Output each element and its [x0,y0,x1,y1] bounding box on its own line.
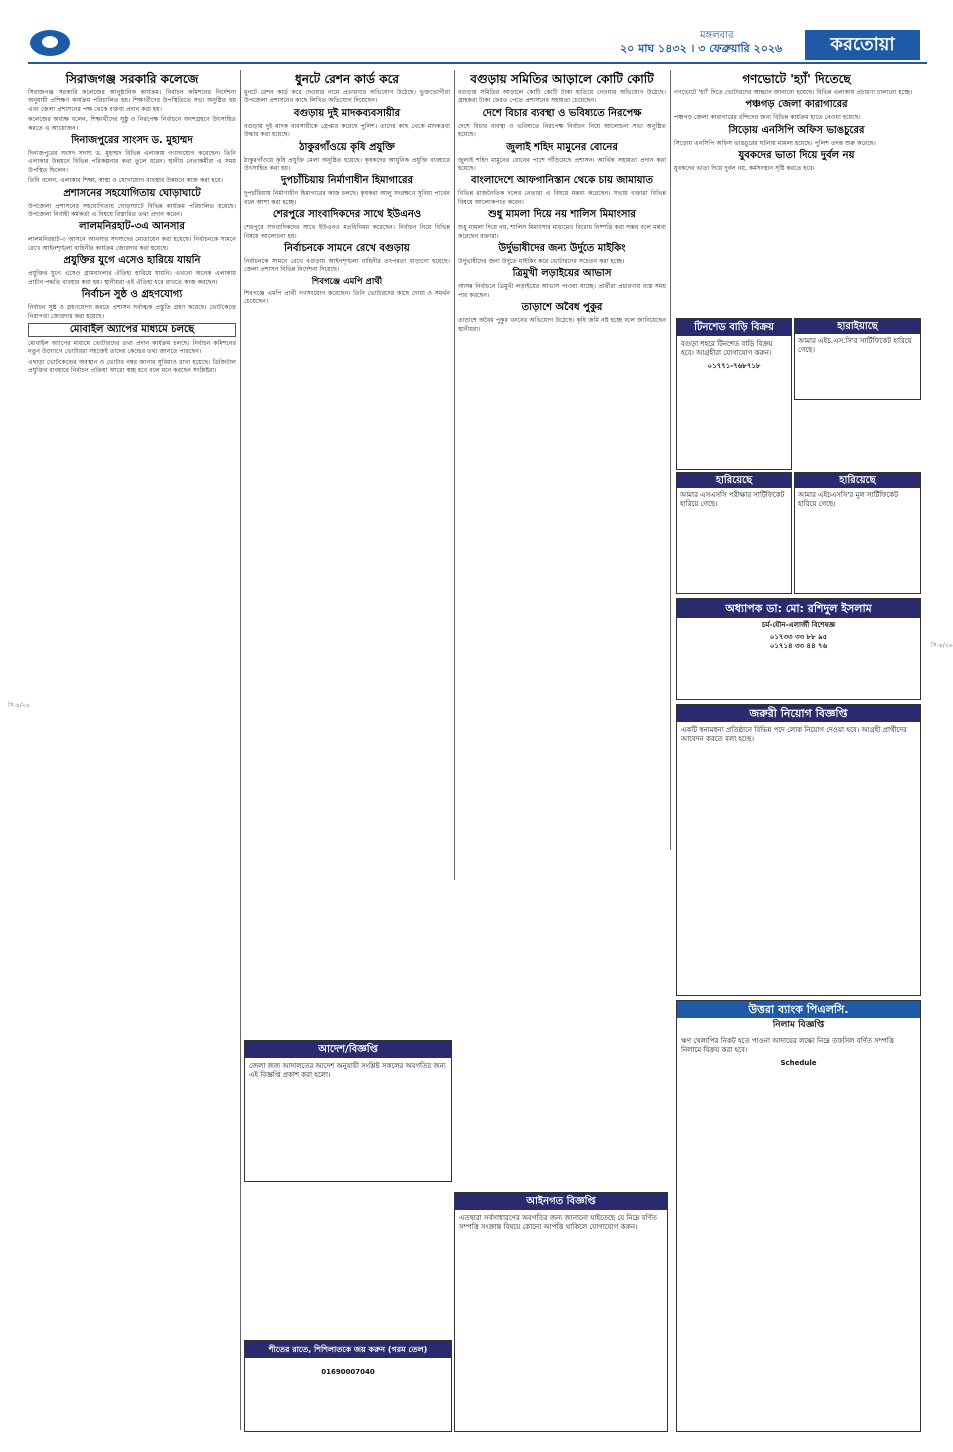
masthead-date: ২০ মাঘ ১৪৩২ । ৩ ফেব্রুয়ারি ২০২৬ [620,42,783,55]
headline: ত্রিমুখী লড়াইয়ের আভাস [512,268,612,280]
article-body: সিড়োয় এনসিপি অফিস ভাঙচুরের ঘটনায় মামলা হয়েছে। পুলিশ তদন্ত শুরু করেছে। [674,139,876,147]
headline: উর্দুভাষীদের জন্য উর্দুতে মাইকিং [498,243,626,255]
lost-ad-2-title: হারিয়েছে [677,473,791,488]
article-body: আসন্ন নির্বাচনে ত্রিমুখী লড়াইয়ের আভাস পাওয়া যাচ্ছে। প্রার্থীরা প্রচারণায় ব্যস্ত সময় পার করছেন। [458,283,666,299]
lost-ad-3-title: হারিয়েছে [795,473,920,488]
article-body: লালমনিরহাট-৩ আসনে আনসার সদস্যদের মোতায়েন করা হয়েছে। নির্বাচনকে সামনে রেখে আইনশৃঙ্খলা বাহিনীর কার্যক্রম জোরদার করা হয়েছে। [28,236,236,252]
headline: লালমনিরহাট-৩এ আনসার [79,221,185,233]
column-divider [240,70,241,1430]
headline: বগুড়ায় সমিতির আড়ালে কোটি কোটি [470,72,654,86]
headline: সিড়োয় এনসিপি অফিস ভাঙচুরের [728,124,865,136]
headline: শিবগঞ্জে এমপি প্রার্থী [311,276,383,287]
bank-ad-sub: নিলাম বিজ্ঞপ্তি [772,1020,825,1030]
article-body: নির্বাচন সুষ্ঠ ও গ্রহণযোগ্য করতে প্রশাসন সর্বাত্মক প্রস্তুতি গ্রহণ করেছে। ভোটকেন্দ্রে নিরাপত্তা জোরদার করা হয়েছে। [28,304,236,320]
article-body: বগুড়ায় সমিতির আড়ালে কোটি কোটি টাকা হাতিয়ে নেওয়ার অভিযোগ উঠেছে। গ্রাহকরা টাকা ফেরত পেতে প্রশাসনের সহায়তা চেয়েছেন। [458,89,666,105]
article-body: ধুনটে রেশন কার্ড করে দেওয়ার নামে প্রতারণার অভিযোগ উঠেছে। ভুক্তভোগীরা উপজেলা প্রশাসনের কাছে লিখিত অভিযোগ দিয়েছেন। [244,89,450,105]
tissue-ad-title: শীতের রাতে, শিশিলাতকে জয় করুন (গরম তেল) [245,1341,451,1358]
side-code-right: সি-৪/২৬ [931,642,953,649]
headline: সিরাজগঞ্জ সরকারি কলেজে [65,72,199,86]
article-body: কলেজের অধ্যক্ষ বলেন, শিক্ষার্থীদের সুষ্ঠু ও নিরপেক্ষ নির্বাচনে অংশগ্রহণে উৎসাহিত করতে এ আয়োজন। [28,116,236,132]
lost-ad-2 [676,472,792,594]
lost-ad-3 [794,472,921,594]
headline: বগুড়ায় দুই মাদকব্যবসায়ীর [293,107,401,119]
headline: পঞ্চগড় জেলা কারাগারের [745,99,848,111]
article-body: দেশে বিচার ব্যবস্থা ও ভবিষ্যতে নিরপেক্ষ নির্বাচন নিয়ে আলোচনা সভা অনুষ্ঠিত হয়েছে। [458,122,666,139]
court-ad-title: আদেশ/বিজ্ঞপ্তি [245,1041,451,1058]
article-body: নির্বাচনকে সামনে রেখে বগুড়ায় আইনশৃঙ্খলা বাহিনীর তৎপরতা বাড়ানো হয়েছে। জেলা প্রশাসন বিভিন্ন নির্দেশনা দিয়েছে। [244,258,450,274]
article-body: শুধু মামলা দিয়ে নয়, শালিস মিমাংসার মাধ্যমেও বিরোধ নিষ্পত্তি করা সম্ভব বলে মন্তব্য করেছেন বক্তারা। [458,224,666,240]
masthead-rule [28,62,927,64]
article-body: শেরপুরে সাংবাদিকদের সাথে ইউএনও মতবিনিময় করেছেন। নির্বাচন নিয়ে বিভিন্ন বিষয়ে আলোচনা হয়। [244,224,450,240]
headline: প্রশাসনের সহযোগিতায় ঘোড়াঘাটে [63,187,201,199]
article-body: উপজেলা প্রশাসনের সহযোগিতায় ঘোড়াঘাটে বিভিন্ন কার্যক্রম পরিচালিত হয়েছে। উপজেলা নির্বাহী কর্মকর্তা এ বিষয়ে বিস্তারিত তথ্য প্রদান করেন। [28,202,236,219]
article-body: শিবগঞ্জে এমপি প্রার্থী গণসংযোগ করেছেন। তিনি ভোটারদের কাছে দোয়া ও সমর্থন চেয়েছেন। [244,289,450,306]
article-body: উর্দুভাষীদের জন্য উর্দুতে মাইকিং করে ভোটারদের সচেতন করা হচ্ছে। [458,258,625,266]
doctor-ad-sub: চর্ম-যৌন-এলার্জী বিশেষজ্ঞ [761,621,836,629]
tissue-ad-phone: 01690007040 [321,1368,375,1376]
masthead-title: করতোয়া [805,30,920,60]
court-ad [244,1040,452,1182]
court-ad-body: জেলা জজ আদালতের আদেশ অনুযায়ী সংশ্লিষ্ট সকলের অবগতির জন্য এই বিজ্ঞপ্তি প্রকাশ করা হলো। [249,1062,446,1079]
headline: শুধু মামলা দিয়ে নয় শালিস মিমাংসার [488,209,636,221]
masthead-day: মঙ্গলবার [700,30,734,41]
doctor-ad-title: অধ্যাপক ডা: মো: রশিদুল ইসলাম [677,599,920,618]
headline: বাংলাদেশে আফগানিস্তান থেকে চায় জামায়াত [471,175,653,187]
job-ad [676,704,921,996]
article-body: তিনি বলেন, এলাকার শিক্ষা, স্বাস্থ্য ও যোগাযোগ ব্যবস্থার উন্নয়নে কাজ করা হবে। [28,177,223,185]
article-body: মোবাইল অ্যাপের মাধ্যমে ভোটারদের তথ্য প্রদান কার্যক্রম চলছে। নির্বাচন কমিশনের নতুন উদ্যোগে ভোটাররা সহজেই তাদের কেন্দ্রের তথ্য জানতে পারছেন। [28,339,236,356]
sale-ad [676,318,792,470]
headline: গণভোটে 'হ্যাঁ' দিতেছে [742,72,851,86]
masthead [0,0,945,64]
headline: জুলাই শহিদ মামুনের বোনের [506,141,618,153]
bank-ad [676,1000,921,1432]
headline: নির্বাচনকে সামনে রেখে বগুড়ায় [284,243,410,255]
news-column-1 [28,70,236,1440]
headline: নির্বাচন সুষ্ঠ ও গ্রহণযোগ্য [81,289,183,301]
sale-ad-body: বগুড়া শহরে টিনশেড বাড়ি বিক্রয় হবে। আগ্রহীরা যোগাযোগ করুন। [681,340,773,357]
article-body: তাড়াশে অবৈধ পুকুর খননের অভিযোগ উঠেছে। কৃষি জমি নষ্ট হচ্ছে বলে জানিয়েছেন স্থানীয়রা। [458,317,666,333]
headline: ধুনটে রেশন কার্ড করে [294,72,400,86]
legal-ad [454,1192,668,1432]
article-body: গণভোটে 'হ্যাঁ' দিতে ভোটারদের আহ্বান জানানো হয়েছে। বিভিন্ন এলাকায় প্রচারণা চালানো হচ্ছে। [674,89,913,96]
article-body: সিরাজগঞ্জ সরকারি কলেজের আনুষ্ঠানিক কার্যক্রম। নির্বাচন কমিশনের নির্দেশনা অনুযায়ী প্রশিক্ষণ কার্যক্রম পরিচালিত হয়। শিক্ষার্থীদের উপস্থিতিতে সভা অনুষ্ঠিত হয় এবং জেলা প্রশাসনের পক্ষ থেকে বক্তব্য প্রদান করা হয়। [28,89,236,113]
legal-ad-body: এতদ্বারা সর্বসাধারণের অবগতির জন্য জানানো যাইতেছে যে নিম্নে বর্ণিত সম্পত্তি সংক্রান্ত বিষয়ে কোনো আপত্তি থাকিলে যোগাযোগ করুন। [459,1214,657,1231]
bank-ad-schedule: Schedule [780,1059,817,1067]
headline: প্রযুক্তির যুগে এসেও হারিয়ে যায়নি [63,255,201,267]
article-body: বিভিন্ন রাজনৈতিক দলের নেতারা এ বিষয়ে মন্তব্য করেছেন। সভায় বক্তারা বিভিন্ন বিষয়ে আলোকপাত করেন। [458,190,666,206]
headline: তাড়াশে অবৈধ পুকুর [521,302,603,314]
column-divider [670,70,671,850]
article-body: বগুড়ায় দুই মাদক ব্যবসায়ীকে গ্রেপ্তার করেছে পুলিশ। তাদের কাছ থেকে মাদকদ্রব্য উদ্ধার করা হয়েছে। [244,122,450,139]
headline: দুপচাঁচিয়ায় নির্মাণাধীন হিমাগারের [281,175,413,187]
bank-ad-name: উত্তরা ব্যাংক পিএলসি. [677,1001,920,1018]
tissue-ad [244,1340,452,1432]
doctor-ad-phone-2: ০১৭১৪ ৩৩ ৪৪ ৭৬ [769,642,828,650]
article-body: দিনাজপুরের সংসদ সদস্য ড. মুহাম্মদ বিভিন্ন এলাকায় গণসংযোগ করেছেন। তিনি এলাকার উন্নয়নে বিভিন্ন পরিকল্পনার কথা তুলে ধরেন। স্থানীয় নেতাকর্মীরা এ সময় উপস্থিত ছিলেন। [28,150,236,174]
article-body: এছাড়া ভোটকেন্দ্রের অবস্থান ও ভোটার নম্বর জানার সুবিধাও রাখা হয়েছে। ডিজিটাল প্রযুক্তির ব্যবহারে নির্বাচন প্রক্রিয়া আরো স্বচ্ছ হবে বলে মনে করছেন সংশ্লিষ্টরা। [28,358,236,375]
headline: দেশে বিচার ব্যবস্থা ও ভবিষ্যতে নিরপেক্ষ [482,107,642,119]
lost-ad-3-body: আমার এইচএসসি'র মূল সার্টিফিকেট হারিয়ে গেছে। [798,491,898,508]
job-ad-title: জরুরী নিয়োগ বিজ্ঞপ্তি [677,705,920,722]
lost-ad-1-body: আমার এইচ.এস.সি'র সার্টিফিকেট হারিয়ে গেছে। [798,337,912,354]
newspaper-logo-icon [30,30,70,56]
doctor-ad-phone-1: ০১৭৩৩ ৩৩ ৮৮ ৯৫ [769,633,828,641]
side-code-left: সি-৪/২৬ [8,702,30,709]
headline: ঠাকুরগাঁওয়ে কৃষি প্রযুক্তি [299,141,395,153]
lost-ad-2-body: আমার এসএসসি পরীক্ষার সার্টিফিকেট হারিয়ে গেছে। [680,491,785,508]
news-column-2 [244,70,450,880]
article-body: ঠাকুরগাঁওয়ে কৃষি প্রযুক্তি মেলা অনুষ্ঠিত হয়েছে। কৃষকদের আধুনিক প্রযুক্তি ব্যবহারে উৎসাহিত করা হয়। [244,156,450,173]
bank-ad-body: ঋণ খেলাপির নিকট হতে পাওনা আদায়ের লক্ষ্যে নিম্নে তফসিল বর্ণিত সম্পত্তি নিলামে বিক্রয় করা হবে। [681,1037,894,1054]
news-column-4 [674,70,919,310]
headline: শেরপুরে সাংবাদিকদের সাথে ইউএনও [272,209,422,221]
news-column-3 [458,70,666,880]
column-divider [454,70,455,880]
doctor-ad [676,598,921,700]
article-body: দুপচাঁচিয়ায় নির্মাণাধীন হিমাগারের কাজ চলছে। কৃষকরা আলু সংরক্ষণে সুবিধা পাবেন বলে আশা করা হচ্ছে। [244,190,450,206]
sale-ad-title: টিনশেড বাড়ি বিক্রয় [677,319,791,336]
article-body: যুবকদের ভাতা দিয়ে দুর্বল নয়, কর্মসংস্থান সৃষ্টি করতে হবে। [674,165,815,173]
article-body: পঞ্চগড় জেলা কারাগারের বন্দিদের জন্য বিভিন্ন কার্যক্রম হাতে নেওয়া হয়েছে। [674,114,861,122]
headline: দিনাজপুরের সাংসদ ড. মুহাম্মদ [71,135,193,147]
job-ad-body: একটি স্বনামধন্য প্রতিষ্ঠানে বিভিন্ন পদে লোক নিয়োগ দেওয়া হবে। আগ্রহী প্রার্থীদের আবেদন করতে বলা হচ্ছে। [681,726,907,743]
headline: মোবাইল অ্যাপের মাধ্যমে চলছে [28,323,236,337]
lost-ad-1-title: হারাইয়াছে [795,319,920,334]
legal-ad-title: আইনগত বিজ্ঞপ্তি [455,1193,667,1210]
lost-ad-1 [794,318,921,400]
article-body: প্রযুক্তির যুগে এসেও গ্রামবাংলার ঐতিহ্য হারিয়ে যায়নি। এখনো অনেক এলাকায় প্রাচীন পদ্ধতি ব্যবহার করা হয়। স্থানীয়রা এই ঐতিহ্য ধরে রাখতে কাজ করছেন। [28,270,236,286]
sale-ad-phone: ০১৭৭১-৭৬৮৭১৮ [707,362,761,370]
headline: যুবকদের ভাতা দিয়ে দুর্বল নয় [738,150,855,162]
article-body: জুলাই শহিদ মামুনের বোনের পাশে দাঁড়িয়েছে প্রশাসন। আর্থিক সহায়তা প্রদান করা হয়েছে। [458,156,666,173]
